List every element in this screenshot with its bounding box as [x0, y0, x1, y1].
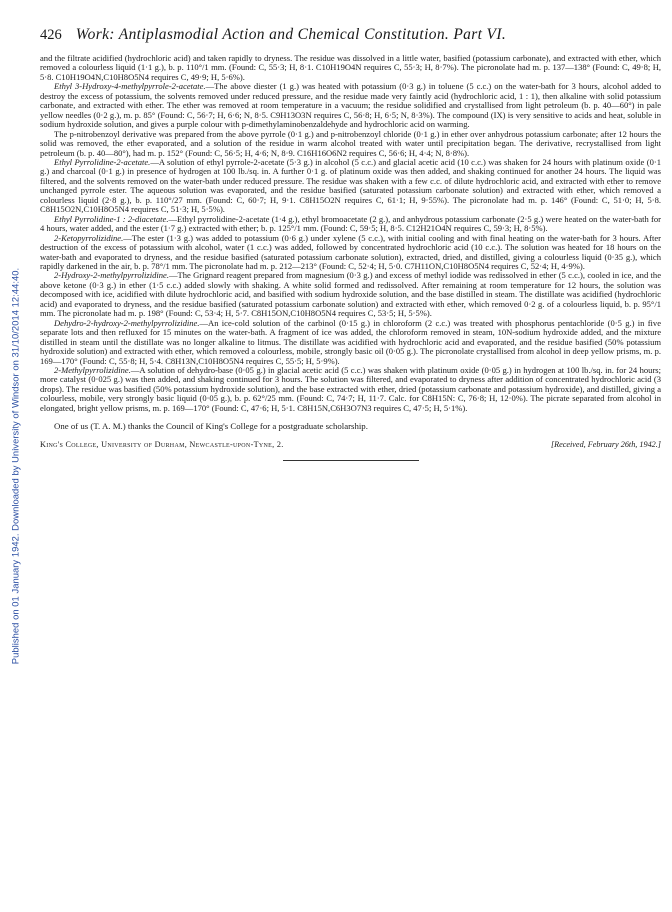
paragraph-text: —Ethyl pyrrolidine-2-acetate (1·4 g.), ethyl bromoacetate (2 g.), and anhydrous potassium carbonate (2·5 g.) were heated on the water-bath for 4 hours, water added, and the ester (1·7 g.) extracted with ether; b. p. 125°/1 mm. (Found: C, 59·5; H, 8·5. C12H21O4N requires C, 59·3; H, 8·5%). — [40, 213, 661, 234]
paragraph — [40, 215, 661, 234]
affiliation: King's College, University of Durham, Newcastle-upon-Tyne, 2. — [40, 440, 284, 450]
paragraph-text: —The ester (1·3 g.) was added to potassium (0·6 g.) under xylene (5 c.c.), with initial cooling and with final heating on the water-bath for 3 hours. After destruction of the excess of potassium with alcohol, water (1 c.c.) was added, followed by concentrated hydrochloric acid (10 c.c.). The solution was heated for 18 hours on the water-bath and evaporated to dryness, and the residue basified (saturated potassium carbonate solution), extracted, dried, and distilled, giving a colourless liquid (0·35 g.), which rapidly darkened in the air, b. p. 78°/1 mm. The picronolate had m. p. 212—213° (Found: C, 52·4; H, 5·0. C7H11ON,C10H8O5N4 requires C, 52·4; H, 4·9%). — [40, 232, 661, 271]
end-rule — [283, 460, 419, 461]
paragraph-lead: Ethyl Pyrrolidine-2-acetate. — [54, 156, 151, 167]
paragraph-text: —The Grignard reagent prepared from magnesium (0·3 g.) and excess of methyl iodide was redissolved in ether (5 c.c.), cooled in ice, and the above ketone (0·3 g.) in ether (1·5 c.c.) added slowly with shaking. A white solid formed and redissolved. After remaining at room temperature for 12 hours, the solution was decomposed with ice, acidified with dilute hydrochloric acid, and basified with sodium hydroxide solution, and the base distilled in steam. The distillate was acidified (hydrochloric acid) and evaporated to dryness, and the residue basified (saturated potassium carbonate solution) and extracted with ether, which removed 0·2 g. of a colourless liquid, b. p. 95°/1 mm. The picronolate had m. p. 198° (Found: C, 53·4; H, 5·7. C8H15ON,C10H8O5N4 requires C, 53·5; H, 5·5%). — [40, 270, 661, 319]
received-date: [Received, February 26th, 1942.] — [550, 440, 661, 450]
acknowledgement: One of us (T. A. M.) thanks the Council of King's College for a postgraduate scholarship. — [54, 421, 368, 432]
paragraph — [40, 319, 661, 366]
paragraph — [40, 158, 661, 215]
paragraph — [40, 366, 661, 413]
download-watermark-text: Published on 01 January 1942. Downloaded by University of Windsor on 31/10/2014 12:44:40. — [9, 267, 21, 665]
paragraph-lead: Ethyl 3-Hydroxy-4-methylpyrrole-2-acetate. — [54, 81, 206, 92]
paragraph — [40, 82, 661, 129]
running-head — [40, 26, 661, 50]
journal-page — [40, 26, 661, 461]
running-title: Work: Antiplasmodial Action and Chemical Constitution. Part VI. — [75, 26, 507, 43]
paragraph — [40, 130, 661, 158]
paragraph-text: The p-nitrobenzoyl derivative was prepared from the above pyrrole (0·1 g.) and p-nitrobenzoyl chloride (0·1 g.) in ether over anhydrous potassium carbonate; after 12 hours the solid was removed, the ether evaporated, and a solution of the residue in warm alcohol treated with water until precipitation began. The derivative, recrystallised from light petroleum (b. p. 40—80°), had m. p. 152° (Found: C, 56·5; H, 4·6; N, 8·9. C16H16O6N2 requires C, 56·6; H, 4·4; N, 8·8%). — [40, 128, 661, 158]
download-watermark-sidebar — [0, 0, 30, 912]
article-body — [40, 54, 661, 413]
page-number: 426 — [40, 27, 62, 43]
affiliation-row — [40, 440, 661, 449]
paragraph-text: —An ice-cold solution of the carbinol (0·15 g.) in chloroform (2 c.c.) was treated with phosphorus pentachloride (0·5 g.) in five separate lots and then refluxed for 15 minutes on the water-bath. A fragment of ice was added, the chloroform removed in steam, 10N-sodium hydroxide added, and the mixture distilled in steam until the distillate was no longer alkaline to litmus. The distillate was acidified with hydrochloric acid and evaporated, and the residue basified (50% potassium hydroxide solution) and extracted with ether, which removed a colourless, mobile, strongly basic oil (0·05 g.). The picronolate crystallised from alcohol in deep yellow prisms, m. p. 169—170° (Found: C, 55·8; H, 5·4. C8H13N,C10H8O5N4 requires C, 55·5; H, 5·9%). — [40, 317, 661, 366]
paragraph-lead: 2-Methylpyrrolizidine. — [54, 364, 131, 375]
paragraph-text: —A solution of ethyl pyrrole-2-acetate (5·3 g.) in alcohol (5 c.c.) and glacial acetic acid (10 c.c.) was shaken for 24 hours with platinum oxide (0·1 g.) and charcoal (0·1 g.) in presence of hydrogen at 100 lb./sq. in. A further 0·1 g. of platinum oxide was then added, and shaking continued for another 24 hours. The liquid was filtered, and the solvents removed on the water-bath under reduced pressure. The residue was shaken with a few c.c. of dilute hydrochloric acid, and extracted with ether to remove unchanged pyrrole ester. The aqueous solution was evaporated, and the residue basified (saturated potassium carbonate solution) and extracted with ether, which removed a colourless liquid (2·8 g.), b. p. 110°/27 mm. (Found: C, 60·7; H, 9·1. C8H15O2N requires C, 61·1; H, 9·55%). The picronolate had m. p. 146° (Found: C, 51·0; H, 5·8. C8H15O2N,C10H8O5N4 requires C, 51·3; H, 5·5%). — [40, 156, 661, 215]
paragraph-text: —The above diester (1 g.) was heated with potassium (0·3 g.) in toluene (5 c.c.) on the water-bath for 3 hours, alcohol added to destroy the excess of potassium, the solvents removed under reduced pressure, and the residue made very faintly acid (hydrochloric acid, 1 : 1), then alkaline with solid potassium carbonate, and extracted with ether. The ether was removed at room temperature in a vacuum; the residue solidified and crystallised from light petroleum (b. p. 40—60°) in pale yellow needles (0·2 g.), m. p. 85° (Found: C, 56·7; H, 6·6; N, 8·5. C9H13O3N requires C, 56·8; H, 6·5; N, 8·3%). The compound (IX) is very sensitive to acids and heat, soluble in sodium hydroxide solution, and gives a purple colour with p-dimethylaminobenzaldehyde and hydrochloric acid on warming. — [40, 81, 662, 130]
paragraph-lead: 2-Hydroxy-2-methylpyrrolizidine. — [54, 270, 169, 281]
paragraph — [40, 234, 661, 272]
paragraph-text: and the filtrate acidified (hydrochloric acid) and taken rapidly to dryness. The residue was dissolved in a little water, basified (potassium carbonate), and extracted with ether, which removed a colourless liquid (1·1 g.), b. p. 110°/1 mm. (Found: C, 55·3; H, 8·1. C10H19O4N requires C, 55·3; H, 8·7%). The picronolate had m. p. 137—138° (Found: C, 49·8; H, 5·8. C10H19O4N,C10H8O5N4 requires C, 49·9; H, 5·6%). — [40, 53, 661, 82]
paragraph — [40, 271, 661, 318]
paragraph-lead: 2-Ketopyrrolizidine. — [54, 232, 124, 243]
paragraph-lead: Ethyl Pyrrolidine-1 : 2-diacetate. — [54, 213, 169, 224]
paragraph-text: —A solution of dehydro-base (0·05 g.) in glacial acetic acid (5 c.c.) was shaken with platinum oxide (0·05 g.) in hydrogen at 100 lb./sq. in. for 24 hours; more catalyst (0·025 g.) was then added, and shaking continued for 3 hours. The solution was filtered, and evaporated to dryness after addition of concentrated hydrochloric acid (3 drops). The residue was basified (50% potassium hydroxide solution), and the base extracted with ether, dried (potassium carbonate and potassium hydroxide), and distilled, giving a colourless, mobile, very strongly basic liquid (0·05 g.), b. p. 62°/25 mm. (Found: C, 74·7; H, 11·7. Calc. for C8H15N: C, 76·8; H, 12·0%). The picrate separated from alcohol in elongated, bright yellow prisms, m. p. 169—170° (Found: C, 47·6; H, 5·1. C8H15N,C6H3O7N3 requires C, 47·5; H, 5·1%). — [40, 364, 661, 413]
paragraph — [40, 54, 661, 82]
paragraph-lead: Dehydro-2-hydroxy-2-methylpyrrolizidine. — [54, 317, 200, 328]
